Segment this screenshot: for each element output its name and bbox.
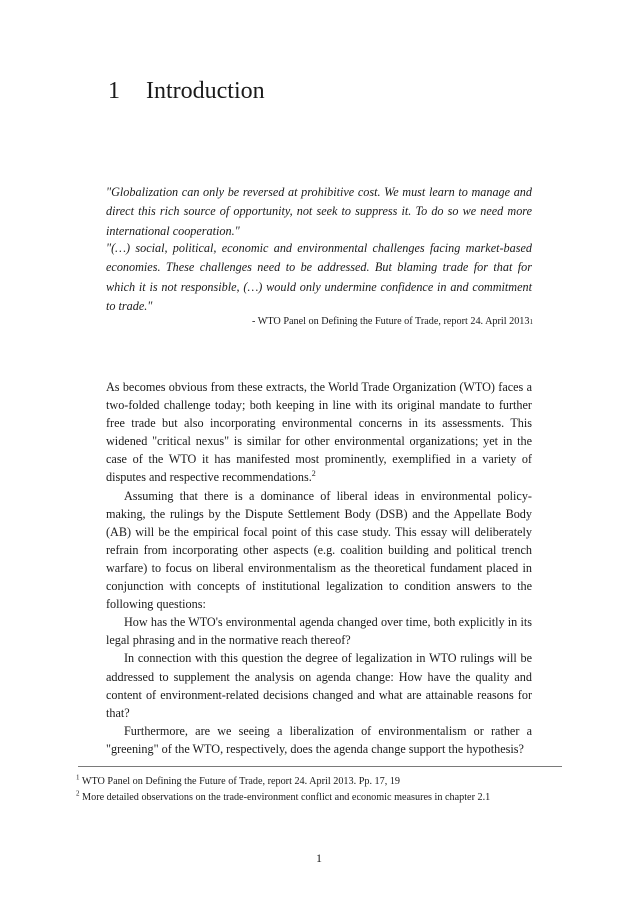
footnote-ref-2: 2 xyxy=(311,469,316,479)
footnote-marker: 2 xyxy=(76,789,80,798)
footnote-2 xyxy=(76,790,566,806)
paragraph-1-text: As becomes obvious from these extracts, the World Trade Organization (WTO) faces a two-folded challenge today; both keeping in line with its original mandate to further free trade but also incorporating environmental concerns in its assessments. This widened "critical nexus" is similar for other environmental organizations; yet in the case of the WTO it has manifested most prominently, exemplified in a variety of disputes and respective recommendations. xyxy=(106,380,532,485)
footnote-1 xyxy=(76,774,566,790)
chapter-number: 1 xyxy=(108,78,120,104)
paragraph-1 xyxy=(106,378,532,487)
footnotes xyxy=(76,774,566,806)
footnote-text: More detailed observations on the trade-environment conflict and economic measures in chapter 2.1 xyxy=(82,792,491,803)
page-number: 1 xyxy=(316,851,322,865)
paragraph-5: Furthermore, are we seeing a liberalization of environmentalism or rather a "greening" of the WTO, respectively, does the agenda change support the hypothesis? xyxy=(106,723,532,756)
paragraph-4: In connection with this question the degree of legalization in WTO rulings will be addressed to supplement the analysis on agenda change: How have the quality and content of environment-related decisions changed and what are attainable reasons for that? xyxy=(106,651,532,720)
paragraph-3: How has the WTO's environmental agenda changed over time, both explicitly in its legal phrasing and in the normative reach thereof? xyxy=(106,615,532,648)
body-text xyxy=(106,378,532,758)
footnote-ref-1: 1 xyxy=(529,318,533,326)
paragraph-2: Assuming that there is a dominance of liberal ideas in environmental policy-making, the rulings by the Dispute Settlement Body (DSB) and the Appellate Body (AB) will be the empirical focal point of this case study. This essay will deliberately refrain from incorporating other aspects (e.g. coalition building and political trench warfare) to focus on liberal environmentalism as the theoretical fundament placed in conjunction with concepts of institutional legalization to condition answers to the following questions: xyxy=(106,488,532,612)
chapter-title: Introduction xyxy=(146,78,265,104)
footnote-text: WTO Panel on Defining the Future of Trade, report 24. April 2013. Pp. 17, 19 xyxy=(81,776,401,787)
chapter-heading xyxy=(108,74,265,108)
epigraph-quote-1: "Globalization can only be reversed at prohibitive cost. We must learn to manage and direct this rich source of opportunity, not seek to suppress it. To do so we need more international cooperation." xyxy=(106,185,532,238)
quote-attribution xyxy=(252,315,533,329)
attribution-text: - WTO Panel on Defining the Future of Trade, report 24. April 2013 xyxy=(252,316,530,327)
footnote-marker: 1 xyxy=(76,773,80,782)
footnote-separator xyxy=(78,766,562,767)
epigraph-quote-2: "(…) social, political, economic and environmental challenges facing market-based economies. These challenges need to be addressed. But blaming trade for that for which it is not responsible, (…) would only undermine confidence in and commitment to trade." xyxy=(106,241,532,314)
